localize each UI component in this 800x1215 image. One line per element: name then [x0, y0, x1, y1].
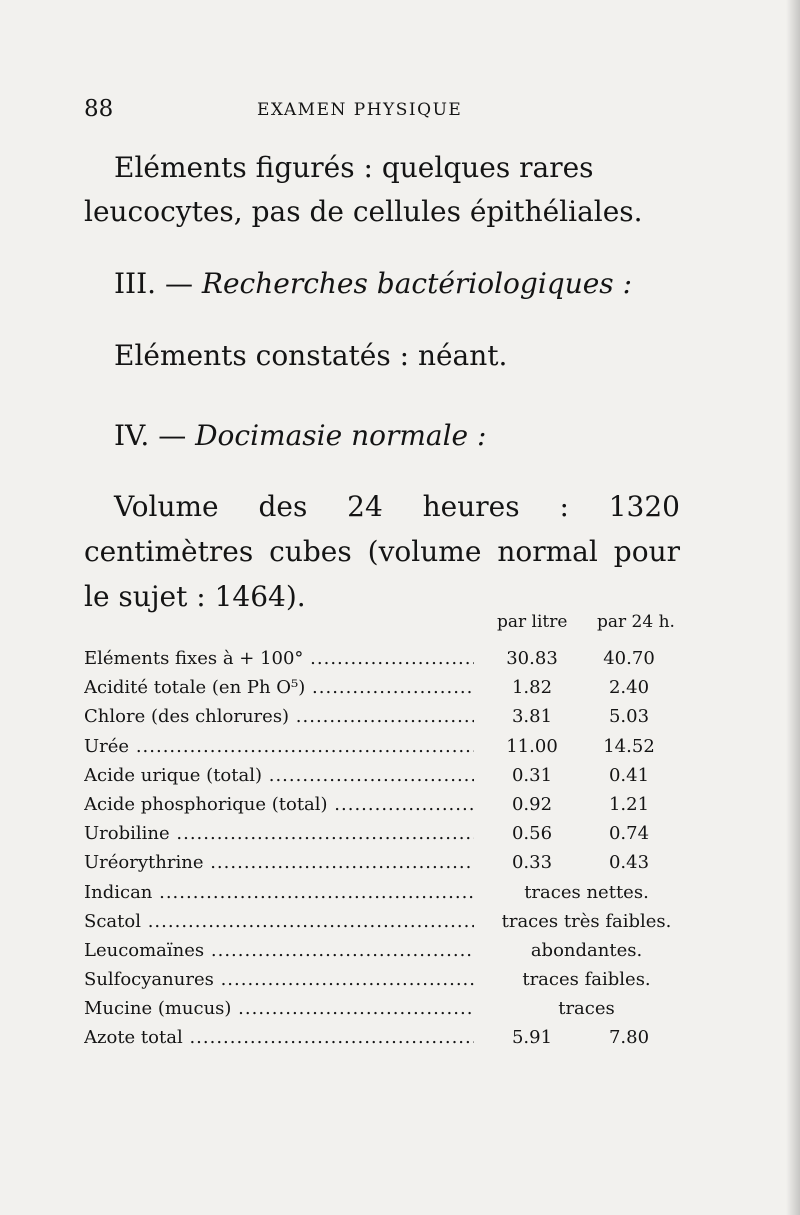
- table-row: [84, 848, 704, 877]
- row-label: Azote total .....: [84, 1027, 474, 1048]
- value-par-litre: 30.83: [506, 648, 558, 669]
- section-4-title: Docimasie normale :: [195, 419, 487, 452]
- table-row: [84, 644, 704, 673]
- value-par-24h: 5.03: [608, 706, 650, 728]
- table-row: [84, 936, 704, 965]
- paragraph-volume: Volume des 24 heures : 1320 centimètres cubes (volume normal pour le sujet : 1464).: [84, 490, 680, 613]
- value-par-litre: 0.33: [511, 852, 553, 874]
- table-row: [84, 878, 704, 907]
- table-row: [84, 994, 704, 1023]
- paragraph-elements-figures: Eléments figurés : quelques rares leucocytes, pas de cellules épithéliales.: [84, 151, 643, 228]
- row-label: Leucomaïnes .....: [84, 940, 474, 961]
- value-par-litre: 0.56: [511, 823, 553, 845]
- row-qualitative-value: traces très faibles.: [501, 910, 672, 932]
- row-label: Acidité totale (en Ph O⁵) .....: [84, 677, 474, 698]
- row-qualitative-value: traces: [558, 998, 615, 1020]
- row-label: Chlore (des chlorures) .....: [84, 706, 474, 727]
- section-heading-3: [114, 267, 632, 300]
- page-header: [84, 96, 704, 130]
- value-par-litre: 0.31: [511, 764, 553, 786]
- urine-analysis-table: [84, 644, 704, 1053]
- paragraph-elements-constates: Eléments constatés : néant.: [114, 339, 508, 372]
- column-header-par-litre: par litre: [497, 612, 568, 632]
- value-par-litre: 11.00: [506, 735, 558, 757]
- table-row: [84, 1023, 704, 1052]
- row-label: Mucine (mucus) .....: [84, 998, 474, 1019]
- row-label: Scatol .....: [84, 911, 474, 932]
- page-number: 88: [84, 96, 114, 122]
- row-label: Urobiline .....: [84, 823, 474, 844]
- row-label: Eléments fixes à + 100° .....: [84, 648, 474, 669]
- row-label: Uréorythrine .....: [84, 852, 474, 873]
- table-row: [84, 790, 704, 819]
- page-edge-shadow: [786, 0, 800, 1215]
- value-par-24h: 14.52: [603, 735, 655, 757]
- row-label: Acide phosphorique (total) .....: [84, 794, 474, 815]
- row-qualitative-value: traces nettes.: [524, 881, 649, 903]
- section-3-numeral: III. —: [114, 267, 202, 300]
- section-3-title: Recherches bactériologiques :: [201, 267, 633, 300]
- row-label: Acide urique (total) .....: [84, 765, 474, 786]
- table-row: [84, 702, 704, 731]
- value-par-litre: 5.91: [511, 1027, 553, 1049]
- table-row: [84, 819, 704, 848]
- row-qualitative-value: traces faibles.: [522, 969, 651, 991]
- row-qualitative-value: abondantes.: [530, 939, 643, 961]
- value-par-24h: 0.43: [608, 852, 650, 874]
- row-label: Sulfocyanures .....: [84, 969, 474, 990]
- value-par-24h: 1.21: [608, 793, 650, 815]
- value-par-24h: 2.40: [608, 677, 650, 699]
- row-label: Indican .....: [84, 882, 474, 903]
- value-par-24h: 7.80: [608, 1027, 650, 1049]
- section-heading-4: [114, 419, 486, 452]
- running-head: EXAMEN PHYSIQUE: [257, 100, 463, 120]
- row-label: Urée .....: [84, 736, 474, 757]
- table-row: [84, 761, 704, 790]
- table-row: [84, 673, 704, 702]
- table-row: [84, 732, 704, 761]
- value-par-litre: 3.81: [511, 706, 553, 728]
- value-par-litre: 0.92: [511, 793, 553, 815]
- value-par-24h: 0.74: [608, 823, 650, 845]
- table-row: [84, 907, 704, 936]
- value-par-litre: 1.82: [511, 677, 553, 699]
- table-row: [84, 965, 704, 994]
- value-par-24h: 40.70: [603, 648, 655, 669]
- section-4-numeral: IV. —: [114, 419, 196, 452]
- column-header-par-24h: par 24 h.: [597, 612, 675, 632]
- value-par-24h: 0.41: [608, 764, 650, 786]
